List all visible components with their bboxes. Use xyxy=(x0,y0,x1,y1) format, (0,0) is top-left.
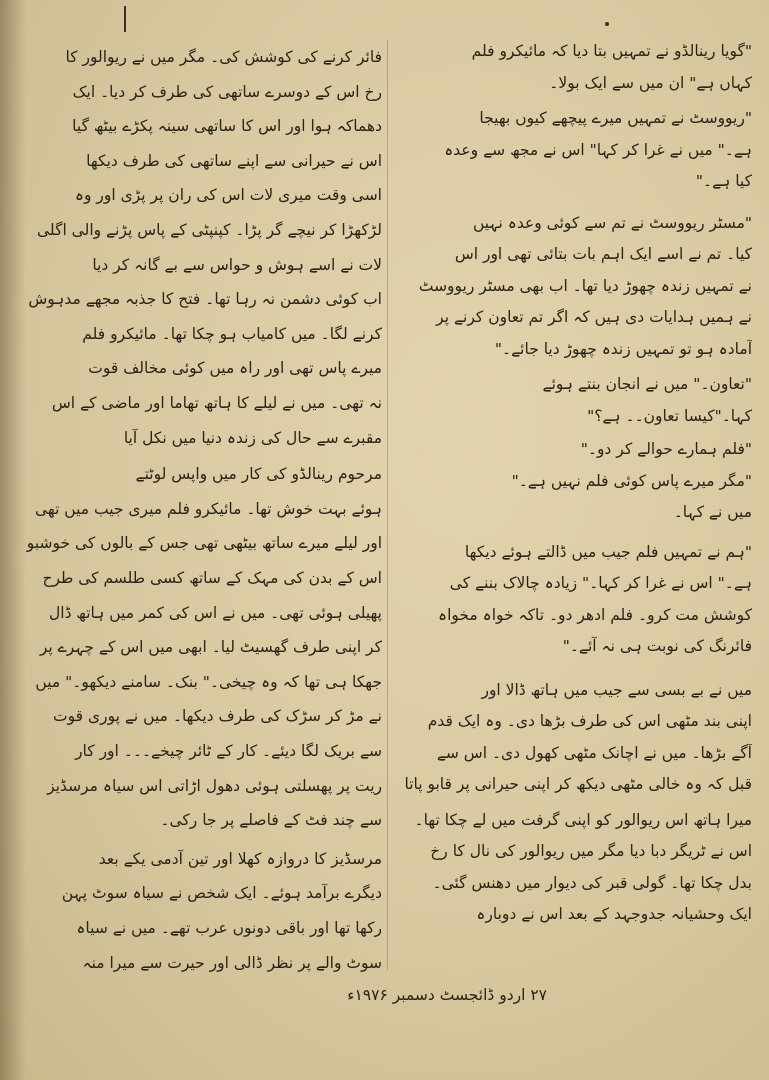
text-line: "مسٹر ریووسٹ نے تم سے کوئی وعدہ نہیں xyxy=(472,213,752,232)
text-line: کرنے لگا۔ میں کامیاب ہو چکا تھا۔ مائیکرو فلم xyxy=(82,324,382,343)
text-line: اس نے ٹریگر دبا دیا مگر میں ریوالور کی نال کا رخ xyxy=(430,842,752,860)
text-line: کیا ہے۔" xyxy=(695,172,752,190)
text-line: اسی وقت میری لات اس کی ران پر پڑی اور وہ xyxy=(74,186,382,205)
text-line: آگے بڑھا۔ میں نے اچانک مٹھی کھول دی۔ اس سے xyxy=(436,743,752,762)
text-line: آمادہ ہو تو تمہیں زندہ چھوڑ دیا جائے۔" xyxy=(494,339,752,358)
text-line: "ریووسٹ نے تمہیں میرے پیچھے کیوں بھیجا xyxy=(479,109,752,127)
text-line: اور لیلے میرے ساتھ بیٹھی تھی جس کے بالوں کی خوشبو xyxy=(26,534,382,553)
text-line: دیگرے برآمد ہوئے۔ ایک شخص نے سیاہ سوٹ پہن xyxy=(61,884,382,903)
text-line: نے مڑ کر سڑک کی طرف دیکھا۔ میں نے پوری قوت xyxy=(53,707,382,726)
text-line: بدل چکا تھا۔ گولی قبر کی دیوار میں دھنس گئی۔ xyxy=(432,873,752,892)
text-line: "ہم نے تمہیں فلم جیب میں ڈالتے ہوئے دیکھا xyxy=(464,542,752,561)
left-text-column xyxy=(0,0,382,1080)
text-line: جھکا ہی تھا کہ وہ چیخی۔" بنک۔ سامنے دیکھو۔" میں xyxy=(35,672,382,691)
right-text-column xyxy=(392,0,752,1080)
text-line: فائر کرنے کی کوشش کی۔ مگر میں نے ریوالور کا xyxy=(65,48,382,66)
text-line: میں نے بے بسی سے جیب میں ہاتھ ڈالا اور xyxy=(481,680,752,699)
text-line: سے بریک لگا دیئے۔ کار کے ٹائر چیخے۔۔۔ اور کار xyxy=(75,742,382,760)
text-line: فائرنگ کی نوبت ہی نہ آئے۔" xyxy=(562,637,752,655)
page-footer: ۲۷ اردو ڈائجسٹ دسمبر ۱۹۷۶ء xyxy=(347,986,547,1004)
text-line: پھیلی ہوئی تھی۔ میں نے اس کی کمر میں ہاتھ ڈال xyxy=(49,603,382,622)
text-line: ایک وحشیانہ جدوجہد کے بعد اس نے دوبارہ xyxy=(476,905,752,923)
text-line: کہاں ہے" ان میں سے ایک بولا۔ xyxy=(549,73,752,92)
text-line: نے تمہیں زندہ چھوڑ دیا تھا۔ اب بھی مسٹر ریووسٹ xyxy=(418,276,752,295)
text-line: میرا ہاتھ اس ریوالور کو اپنی گرفت میں لے چکا تھا۔ xyxy=(414,810,752,829)
text-line: ریت پر پھسلتی ہوئی دھول اڑاتی اس سیاہ مرسڈیز xyxy=(47,776,382,795)
text-line: اپنی بند مٹھی اس کی طرف بڑھا دی۔ وہ ایک قدم xyxy=(427,712,752,730)
text-line: اس نے حیرانی سے اپنے ساتھی کی طرف دیکھا xyxy=(86,151,382,170)
text-line: قبل کہ وہ خالی مٹھی دیکھ کر اپنی حیرانی پر قابو پاتا xyxy=(404,775,752,793)
text-line: دھماکہ ہوا اور اس کا ساتھی سینہ پکڑے بیٹھ گیا xyxy=(72,117,382,136)
text-line: لڑکھڑا کر نیچے گر پڑا۔ کپنپٹی کے پاس پڑنے والی اگلی xyxy=(37,221,382,239)
text-line: سوٹ والے پر نظر ڈالی اور حیرت سے میرا منہ xyxy=(82,953,382,972)
text-line: رخ اس کے دوسرے ساتھی کی طرف کر دیا۔ ایک xyxy=(72,82,382,101)
text-line: کہا۔"کیسا تعاون۔۔ ہے؟" xyxy=(587,406,752,425)
text-line: مرحوم رینالڈو کی کار میں واپس لوٹتے xyxy=(135,465,382,484)
text-line: میرے پاس تھی اور راہ میں کوئی مخالف قوت xyxy=(88,359,382,378)
text-line: کوشش مت کرو۔ فلم ادھر دو۔ تاکہ خواہ مخواہ xyxy=(437,605,752,624)
text-line: رکھا تھا اور باقی دونوں عرب تھے۔ میں نے سیاہ xyxy=(76,919,382,937)
text-line: میں نے کہا۔ xyxy=(673,503,752,521)
text-line: مقبرے سے حال کی زندہ دنیا میں نکل آیا xyxy=(123,428,382,447)
column-divider xyxy=(387,40,388,970)
text-line: اس کے بدن کی مہک کے ساتھ کسی طلسم کی طرح xyxy=(42,569,382,587)
text-line: "مگر میرے پاس کوئی فلم نہیں ہے۔" xyxy=(511,471,752,490)
text-line: "گویا رینالڈو نے تمہیں بتا دیا کہ مائیکرو فلم xyxy=(471,42,752,60)
text-line: اب کوئی دشمن نہ رہا تھا۔ فتح کا جذبہ مجھے مدہوش xyxy=(28,290,382,309)
text-line: نے ہمیں ہدایات دی ہیں کہ اگر تم تعاون کرنے پر xyxy=(436,308,752,326)
text-line: سے چند فٹ کے فاصلے پر جا رکی۔ xyxy=(160,811,382,830)
text-line: ہے۔" اس نے غرا کر کہا۔" زیادہ چالاک بننے کی xyxy=(449,574,752,592)
text-line: کر اپنی طرف گھسیٹ لیا۔ ابھی میں اس کے چہرے پر xyxy=(39,638,382,657)
text-line: کیا۔ تم نے اسے ایک اہم بات بتائی تھی اور اس xyxy=(454,245,752,263)
text-line: "تعاون۔" میں نے انجان بنتے ہوئے xyxy=(542,375,752,393)
text-line: ہوئے بہت خوش تھا۔ مائیکرو فلم میری جیب میں تھی xyxy=(35,499,382,518)
text-line: مرسڈیز کا دروازہ کھلا اور تین آدمی یکے بعد xyxy=(98,849,382,868)
text-line: "فلم ہمارے حوالے کر دو۔" xyxy=(580,440,752,458)
text-line: لات نے اسے ہوش و حواس سے بے گانہ کر دیا xyxy=(92,255,382,274)
text-line: نہ تھی۔ میں نے لیلے کا ہاتھ تھاما اور ماضی کے اس xyxy=(51,394,382,412)
text-line: ہے۔" میں نے غرا کر کہا" اس نے مجھ سے وعدہ xyxy=(444,140,752,159)
